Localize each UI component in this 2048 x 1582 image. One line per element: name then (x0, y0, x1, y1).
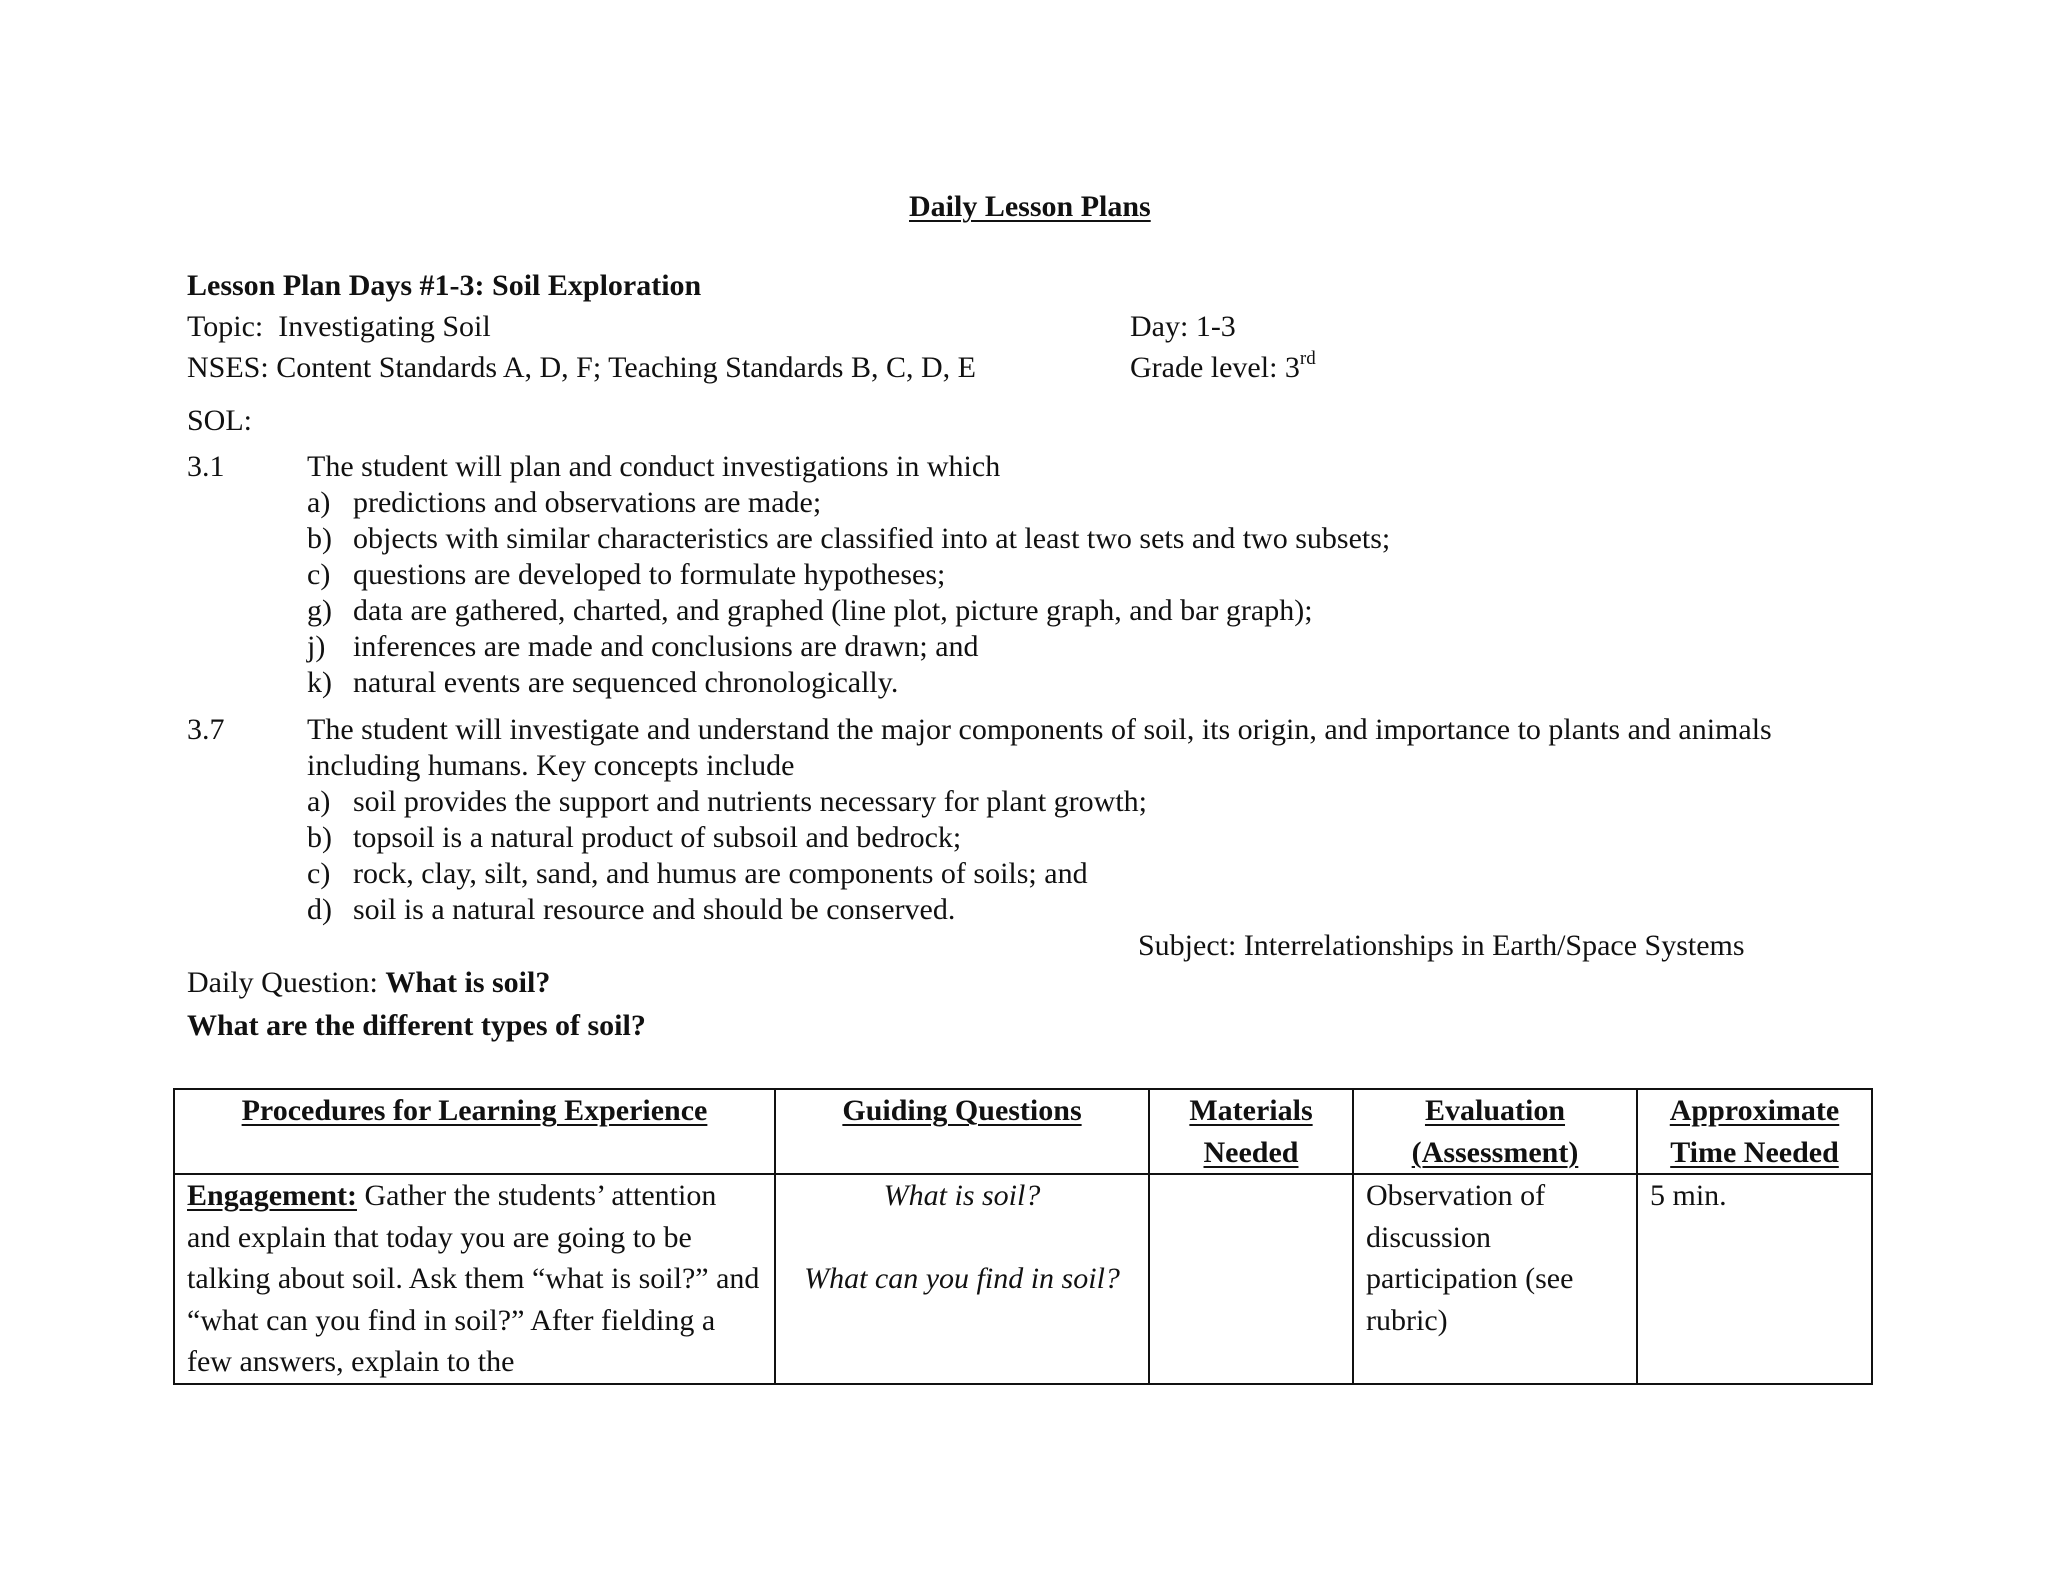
standard-stem: The student will plan and conduct investigations in which (307, 450, 1001, 483)
daily-question-text: What is soil? (385, 966, 551, 999)
standard-number: 3.1 (187, 450, 225, 483)
header-procedures: Procedures for Learning Experience (174, 1089, 775, 1174)
list-item: objects with similar characteristics are classified into at least two sets and two subsets; (353, 522, 1391, 555)
daily-question (187, 965, 550, 1001)
list-item-label: c) (307, 857, 331, 890)
guiding-question: What can you find in soil? (804, 1262, 1120, 1295)
daily-question-label: Daily Question: (187, 966, 386, 999)
list-item: soil provides the support and nutrients necessary for plant growth; (353, 785, 1148, 818)
standard-3-7 (0, 712, 2048, 932)
list-item: rock, clay, silt, sand, and humus are components of soils; and (353, 857, 1088, 890)
grade-line (1130, 350, 1316, 386)
table-row (174, 1174, 1872, 1384)
grade-ordinal: rd (1299, 348, 1316, 369)
grade-text: Grade level: 3 (1130, 351, 1300, 384)
list-item: inferences are made and conclusions are drawn; and (353, 630, 979, 663)
page-title: Daily Lesson Plans (909, 190, 1151, 223)
lesson-heading: Lesson Plan Days #1-3: Soil Exploration (187, 269, 702, 302)
standard-stem-continued: including humans. Key concepts include (307, 749, 795, 782)
header-evaluation: Evaluation (Assessment) (1353, 1089, 1637, 1174)
header-time: Approximate Time Needed (1637, 1089, 1872, 1174)
list-item: soil is a natural resource and should be conserved. (353, 893, 956, 926)
header-materials: Materials Needed (1149, 1089, 1353, 1174)
list-item: natural events are sequenced chronologically. (353, 666, 899, 699)
list-item-label: b) (307, 821, 332, 854)
list-item-label: c) (307, 558, 331, 591)
cell-time: 5 min. (1637, 1174, 1872, 1384)
header-guiding-questions: Guiding Questions (775, 1089, 1149, 1174)
list-item: topsoil is a natural product of subsoil and bedrock; (353, 821, 962, 854)
list-item: questions are developed to formulate hypotheses; (353, 558, 946, 591)
subject-line: Subject: Interrelationships in Earth/Space Systems (1138, 929, 1745, 962)
list-item-label: d) (307, 893, 332, 926)
list-item: predictions and observations are made; (353, 486, 822, 519)
standard-number: 3.7 (187, 713, 225, 746)
list-item-label: k) (307, 666, 332, 699)
cell-guiding-questions (775, 1174, 1149, 1384)
procedure-label: Engagement: (187, 1179, 357, 1212)
standard-stem: The student will investigate and understand the major components of soil, its origin, and importance to plants and animals (307, 713, 1772, 746)
lesson-table (173, 1088, 1873, 1385)
standard-3-1 (0, 449, 2048, 709)
sol-label: SOL: (187, 404, 253, 437)
cell-procedure (174, 1174, 775, 1384)
procedure-text: Gather the students’ attention and explain that today you are going to be talking about soil. Ask them “what is soil?” and “what can you find in soil?” After fielding a few answers, explain to the (187, 1179, 760, 1378)
list-item: data are gathered, charted, and graphed (line plot, picture graph, and bar graph); (353, 594, 1313, 627)
list-item-label: g) (307, 594, 332, 627)
table-header-row (174, 1089, 1872, 1174)
cell-materials (1149, 1174, 1353, 1384)
list-item-label: a) (307, 785, 331, 818)
list-item-label: j) (307, 630, 326, 663)
daily-question-secondary: What are the different types of soil? (187, 1009, 646, 1042)
list-item-label: b) (307, 522, 332, 555)
topic-line: Topic: Investigating Soil (187, 310, 491, 343)
cell-evaluation: Observation of discussion participation (see rubric) (1353, 1174, 1637, 1384)
nses-line: NSES: Content Standards A, D, F; Teaching Standards B, C, D, E (187, 351, 976, 384)
guiding-question: What is soil? (883, 1179, 1041, 1212)
day-line: Day: 1-3 (1130, 310, 1236, 343)
list-item-label: a) (307, 486, 331, 519)
